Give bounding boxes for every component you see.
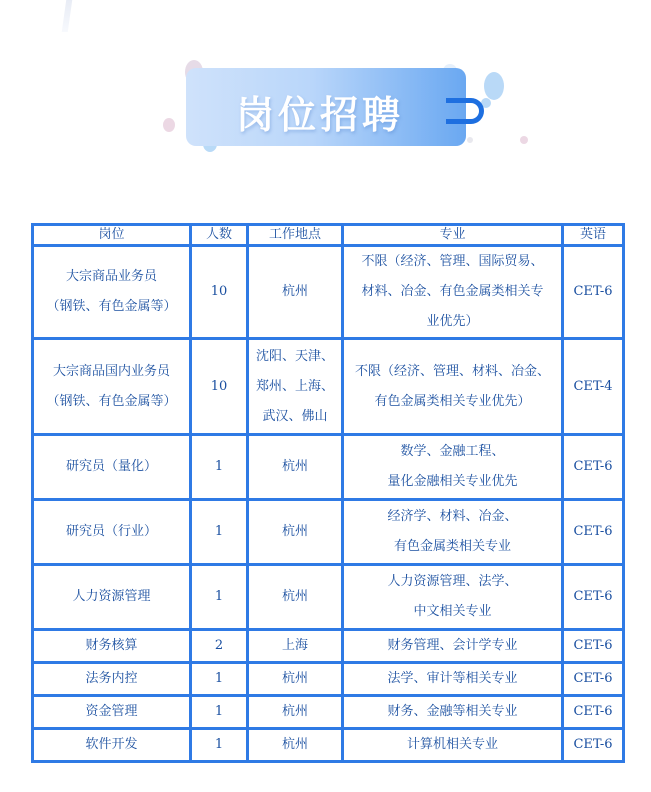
cell-major xyxy=(344,436,561,498)
cell-text: 量化金融相关专业优先 xyxy=(387,474,518,489)
cell-position xyxy=(34,501,189,563)
cell-text: 计算机相关专业 xyxy=(406,737,498,752)
header-location: 工作地点 xyxy=(249,226,341,244)
cell-text: 不限（经济、管理、材料、冶金、 xyxy=(354,363,550,379)
cell-text: 财务管理、会计学专业 xyxy=(387,638,518,653)
cell-location xyxy=(249,664,341,694)
cell-count: 2 xyxy=(192,631,246,661)
cell-text: 法学、审计等相关专业 xyxy=(387,671,518,686)
cell-position xyxy=(34,436,189,498)
cell-position xyxy=(34,247,189,337)
cell-text: 上海 xyxy=(281,638,308,653)
cell-major xyxy=(344,631,561,661)
cell-text: 人力资源管理、法学、 xyxy=(387,574,518,589)
cell-english: CET-6 xyxy=(564,730,622,760)
cell-position xyxy=(34,566,189,628)
cell-location xyxy=(249,730,341,760)
cell-text: 资金管理 xyxy=(85,704,138,719)
cell-major xyxy=(344,340,561,433)
cell-text: 经济学、材料、冶金、 xyxy=(387,509,518,524)
cell-text: 杭州 xyxy=(281,589,308,604)
table-row xyxy=(34,247,622,337)
cell-position xyxy=(34,697,189,727)
cell-text: 武汉、佛山 xyxy=(262,408,328,424)
cell-count: 1 xyxy=(192,501,246,563)
header-english: 英语 xyxy=(564,226,622,244)
decorative-dot xyxy=(484,72,504,100)
decorative-hook-icon xyxy=(446,98,484,124)
cell-position xyxy=(34,730,189,760)
table-row xyxy=(34,730,622,760)
cell-major xyxy=(344,697,561,727)
header-count: 人数 xyxy=(192,226,246,244)
cell-text: 数学、金融工程、 xyxy=(400,444,505,459)
decorative-dot xyxy=(467,137,473,143)
cell-location xyxy=(249,697,341,727)
cell-position xyxy=(34,631,189,661)
cell-major xyxy=(344,566,561,628)
cell-count: 1 xyxy=(192,566,246,628)
cell-count: 1 xyxy=(192,730,246,760)
cell-english: CET-6 xyxy=(564,566,622,628)
cell-text: 杭州 xyxy=(281,737,308,752)
cell-text: 郑州、上海、 xyxy=(255,378,334,394)
cell-english: CET-6 xyxy=(564,664,622,694)
cell-text: 业优先） xyxy=(426,314,479,329)
table-row xyxy=(34,697,622,727)
cell-text: 杭州 xyxy=(281,284,308,299)
cell-text: 软件开发 xyxy=(85,737,138,752)
table-row xyxy=(34,340,622,433)
cell-english: CET-6 xyxy=(564,501,622,563)
cell-location xyxy=(249,566,341,628)
table-header-row xyxy=(34,226,622,244)
cell-text: 大宗商品国内业务员 xyxy=(52,363,170,379)
table-row xyxy=(34,566,622,628)
cell-major xyxy=(344,730,561,760)
cell-text: 材料、冶金、有色金属类相关专 xyxy=(361,284,544,299)
cell-position xyxy=(34,664,189,694)
cell-count: 1 xyxy=(192,697,246,727)
job-openings-table xyxy=(31,223,625,763)
cell-location xyxy=(249,501,341,563)
cell-text: 杭州 xyxy=(281,671,308,686)
cell-text: 财务核算 xyxy=(85,638,138,653)
cell-position xyxy=(34,340,189,433)
cell-text: 杭州 xyxy=(281,704,308,719)
cell-count: 1 xyxy=(192,436,246,498)
cell-text: 人力资源管理 xyxy=(72,589,151,604)
cell-text: 研究员（行业） xyxy=(65,524,157,539)
table-row xyxy=(34,631,622,661)
cell-major xyxy=(344,664,561,694)
cell-text: 财务、金融等相关专业 xyxy=(387,704,518,719)
cell-text: 大宗商品业务员 xyxy=(65,269,157,284)
cell-major xyxy=(344,501,561,563)
cell-major xyxy=(344,247,561,337)
cell-location xyxy=(249,631,341,661)
cell-count: 10 xyxy=(192,340,246,433)
cell-location xyxy=(249,340,341,433)
decorative-dot xyxy=(520,136,528,144)
cell-text: 有色金属类相关专业优先） xyxy=(374,393,531,409)
cell-count: 1 xyxy=(192,664,246,694)
cell-text: 不限（经济、管理、国际贸易、 xyxy=(361,254,544,269)
header-major: 专业 xyxy=(344,226,561,244)
table-row xyxy=(34,436,622,498)
decorative-streak xyxy=(62,0,72,32)
cell-text: （钢铁、有色金属等） xyxy=(46,299,177,314)
cell-location xyxy=(249,436,341,498)
decorative-dot xyxy=(163,118,175,132)
cell-english: CET-6 xyxy=(564,631,622,661)
cell-count: 10 xyxy=(192,247,246,337)
cell-text: 中文相关专业 xyxy=(413,604,492,619)
header-position: 岗位 xyxy=(34,226,189,244)
cell-text: （钢铁、有色金属等） xyxy=(46,393,177,409)
cell-english: CET-4 xyxy=(564,340,622,433)
cell-text: 杭州 xyxy=(281,524,308,539)
cell-english: CET-6 xyxy=(564,697,622,727)
cell-text: 有色金属类相关专业 xyxy=(393,539,511,554)
cell-text: 研究员（量化） xyxy=(65,459,157,474)
table-row xyxy=(34,501,622,563)
cell-english: CET-6 xyxy=(564,436,622,498)
cell-text: 法务内控 xyxy=(85,671,138,686)
cell-text: 杭州 xyxy=(281,459,308,474)
cell-english: CET-6 xyxy=(564,247,622,337)
cell-location xyxy=(249,247,341,337)
cell-text: 沈阳、天津、 xyxy=(255,348,334,364)
table-row xyxy=(34,664,622,694)
page-title: 岗位招聘 xyxy=(236,93,405,137)
